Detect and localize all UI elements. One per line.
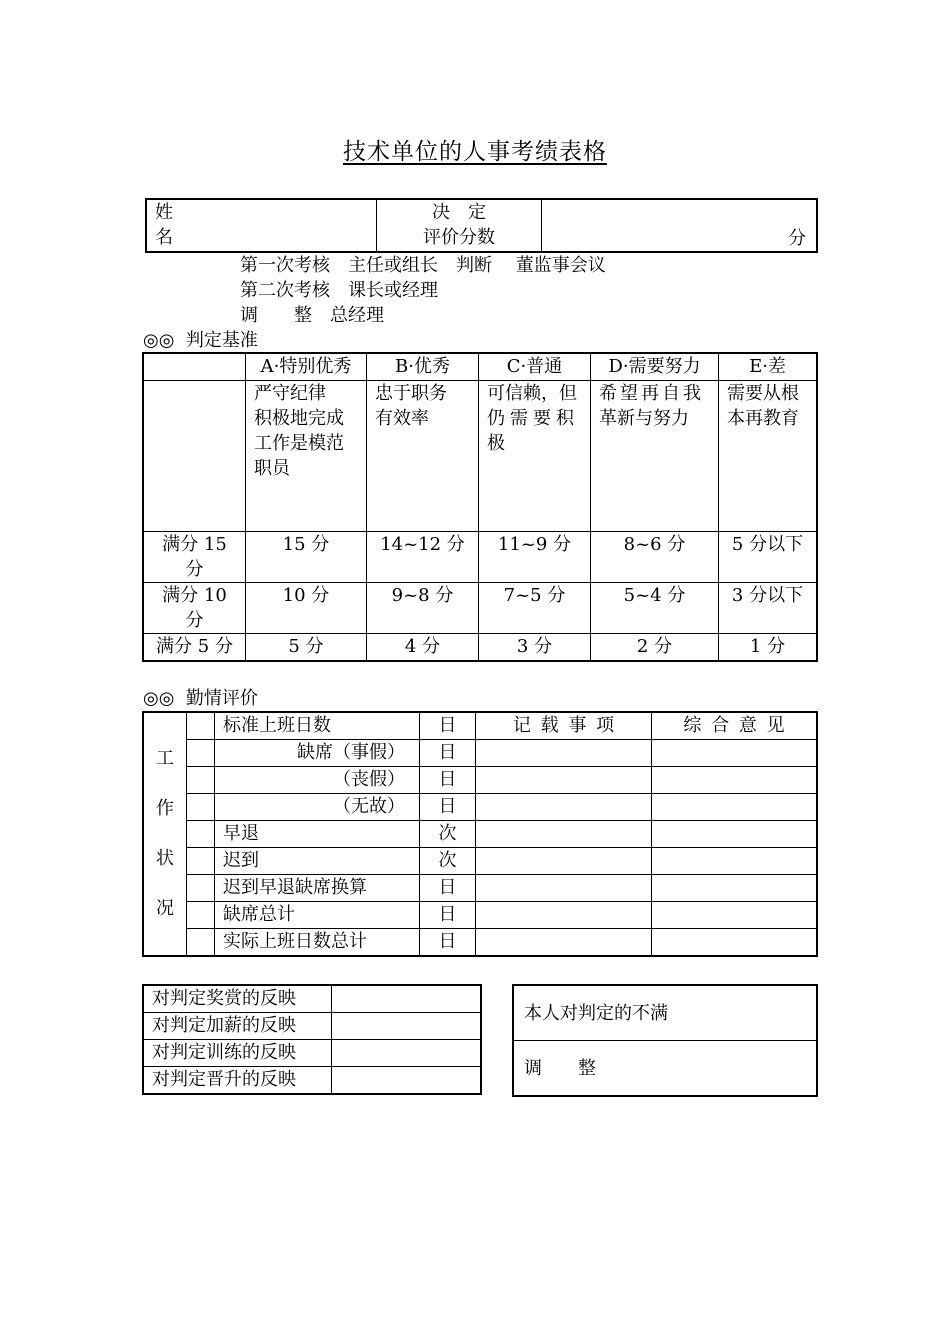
check-cell[interactable] xyxy=(187,875,215,902)
record-cell[interactable] xyxy=(476,848,652,875)
record-cell[interactable] xyxy=(476,821,652,848)
attendance-unit: 次 xyxy=(420,848,476,875)
attendance-item: 迟到早退缺席换算 xyxy=(215,875,420,902)
attendance-unit: 日 xyxy=(420,875,476,902)
attendance-unit: 次 xyxy=(420,821,476,848)
name-label-top: 姓 xyxy=(155,202,173,223)
decision-label-top: 决 定 xyxy=(432,202,486,223)
grade-header-d: D·需要努力 xyxy=(591,354,719,381)
record-cell[interactable] xyxy=(476,875,652,902)
desc-line: 仍需要积 xyxy=(487,408,579,429)
score-unit: 分 xyxy=(788,228,806,249)
criteria-desc-label-cell xyxy=(144,381,246,532)
name-label-cell xyxy=(147,200,377,252)
check-cell[interactable] xyxy=(187,767,215,794)
criteria-section-title: ◎◎ 判定基准 xyxy=(143,330,258,351)
grade-header-b: B·优秀 xyxy=(367,354,479,381)
desc-line: 严守纪律 xyxy=(254,383,326,404)
score-cell: 5 分以下 xyxy=(719,532,817,583)
dissatisfaction-label[interactable]: 本人对判定的不满 xyxy=(514,986,817,1041)
desc-line: 可信赖，但 xyxy=(487,383,577,404)
opinion-cell[interactable] xyxy=(652,875,817,902)
adjust-label[interactable]: 调 整 xyxy=(514,1041,817,1096)
row-label-line: 满分 10 xyxy=(162,585,227,606)
attendance-unit: 日 xyxy=(420,713,476,740)
review-line-2: 第二次考核 课长或经理 xyxy=(240,280,438,301)
score-cell: 11~9 分 xyxy=(479,532,591,583)
check-cell[interactable] xyxy=(187,794,215,821)
attendance-table xyxy=(143,712,817,956)
desc-line: 革新与努力 xyxy=(599,408,689,429)
score-row-label-5: 满分 5 分 xyxy=(144,634,246,661)
record-cell[interactable] xyxy=(476,794,652,821)
attendance-unit: 日 xyxy=(420,929,476,956)
desc-line: 忠于职务 xyxy=(375,383,447,404)
attendance-item: 缺席（事假） xyxy=(215,740,420,767)
opinion-cell[interactable] xyxy=(652,902,817,929)
attendance-unit: 日 xyxy=(420,794,476,821)
work-status-side-label xyxy=(144,713,187,956)
attendance-unit: 日 xyxy=(420,740,476,767)
grade-header-e: E·差 xyxy=(719,354,817,381)
check-cell[interactable] xyxy=(187,713,215,740)
grade-header-a: A·特别优秀 xyxy=(246,354,367,381)
score-cell: 9~8 分 xyxy=(367,583,479,634)
grade-desc-d xyxy=(591,381,719,532)
header-table xyxy=(146,199,817,252)
score-cell: 7~5 分 xyxy=(479,583,591,634)
review-line-3: 调 整 总经理 xyxy=(240,305,384,326)
reflection-label: 对判定训练的反映 xyxy=(144,1040,332,1067)
desc-line: 工作是模范 xyxy=(254,433,344,454)
attendance-item: 实际上班日数总计 xyxy=(215,929,420,956)
reflections-table xyxy=(143,985,481,1094)
desc-line: 希望再自我 xyxy=(599,383,704,404)
reflection-label: 对判定晋升的反映 xyxy=(144,1067,332,1094)
score-cell: 1 分 xyxy=(719,634,817,661)
opinion-column-header: 综 合 意 见 xyxy=(652,713,817,740)
grade-header-c: C·普通 xyxy=(479,354,591,381)
record-cell[interactable] xyxy=(476,929,652,956)
attendance-item: 标准上班日数 xyxy=(215,713,420,740)
attendance-section-title: ◎◎ 勤情评价 xyxy=(143,688,258,709)
desc-line: 积极地完成 xyxy=(254,408,344,429)
score-cell: 15 分 xyxy=(246,532,367,583)
opinion-cell[interactable] xyxy=(652,767,817,794)
record-cell[interactable] xyxy=(476,902,652,929)
reflection-value-cell[interactable] xyxy=(332,1067,481,1094)
desc-line: 职员 xyxy=(254,458,290,479)
attendance-unit: 日 xyxy=(420,767,476,794)
row-label-line: 满分 15 xyxy=(162,534,227,555)
record-cell[interactable] xyxy=(476,767,652,794)
attendance-item: 早退 xyxy=(215,821,420,848)
grade-desc-c xyxy=(479,381,591,532)
grade-desc-a xyxy=(246,381,367,532)
score-cell: 2 分 xyxy=(591,634,719,661)
name-label-bottom: 名 xyxy=(155,227,173,248)
opinion-cell[interactable] xyxy=(652,740,817,767)
opinion-cell[interactable] xyxy=(652,794,817,821)
opinion-cell[interactable] xyxy=(652,821,817,848)
check-cell[interactable] xyxy=(187,929,215,956)
desc-line: 有效率 xyxy=(375,408,429,429)
opinion-cell[interactable] xyxy=(652,929,817,956)
grade-desc-e xyxy=(719,381,817,532)
score-cell: 5~4 分 xyxy=(591,583,719,634)
review-line-1: 第一次考核 主任或组长 判断 董监事会议 xyxy=(240,255,606,276)
score-cell: 8~6 分 xyxy=(591,532,719,583)
score-row-label-10 xyxy=(144,583,246,634)
desc-line: 极 xyxy=(487,433,505,454)
attendance-unit: 日 xyxy=(420,902,476,929)
score-value-cell[interactable] xyxy=(542,200,817,252)
score-row-label-15 xyxy=(144,532,246,583)
record-cell[interactable] xyxy=(476,740,652,767)
dissatisfaction-table xyxy=(513,985,817,1096)
side-label-char: 作 xyxy=(156,798,174,819)
side-label-char: 况 xyxy=(156,898,174,919)
check-cell[interactable] xyxy=(187,902,215,929)
row-label-line: 分 xyxy=(185,559,204,580)
grade-desc-b xyxy=(367,381,479,532)
opinion-cell[interactable] xyxy=(652,848,817,875)
desc-line: 需要从根 xyxy=(727,383,799,404)
reflection-value-cell[interactable] xyxy=(332,1040,481,1067)
check-cell[interactable] xyxy=(187,821,215,848)
attendance-item: 缺席总计 xyxy=(215,902,420,929)
records-column-header: 记 载 事 项 xyxy=(476,713,652,740)
score-cell: 4 分 xyxy=(367,634,479,661)
side-label-char: 状 xyxy=(156,848,174,869)
score-cell: 10 分 xyxy=(246,583,367,634)
check-cell[interactable] xyxy=(187,740,215,767)
score-cell: 3 分 xyxy=(479,634,591,661)
check-cell[interactable] xyxy=(187,848,215,875)
row-label-line: 分 xyxy=(185,610,204,631)
score-cell: 14~12 分 xyxy=(367,532,479,583)
score-cell: 5 分 xyxy=(246,634,367,661)
reflection-label: 对判定加薪的反映 xyxy=(144,1013,332,1040)
attendance-item: （丧假） xyxy=(215,767,420,794)
score-cell: 3 分以下 xyxy=(719,583,817,634)
attendance-item: 迟到 xyxy=(215,848,420,875)
decision-label-bottom: 评价分数 xyxy=(423,227,495,248)
reflection-value-cell[interactable] xyxy=(332,986,481,1013)
decision-score-label-cell xyxy=(377,200,542,252)
criteria-corner-cell xyxy=(144,354,246,381)
reflection-label: 对判定奖赏的反映 xyxy=(144,986,332,1013)
reflection-value-cell[interactable] xyxy=(332,1013,481,1040)
criteria-table xyxy=(143,353,817,661)
page-title: 技术单位的人事考绩表格 xyxy=(343,139,607,165)
desc-line: 本再教育 xyxy=(727,408,799,429)
side-label-char: 工 xyxy=(156,748,174,769)
attendance-item: （无故） xyxy=(215,794,420,821)
